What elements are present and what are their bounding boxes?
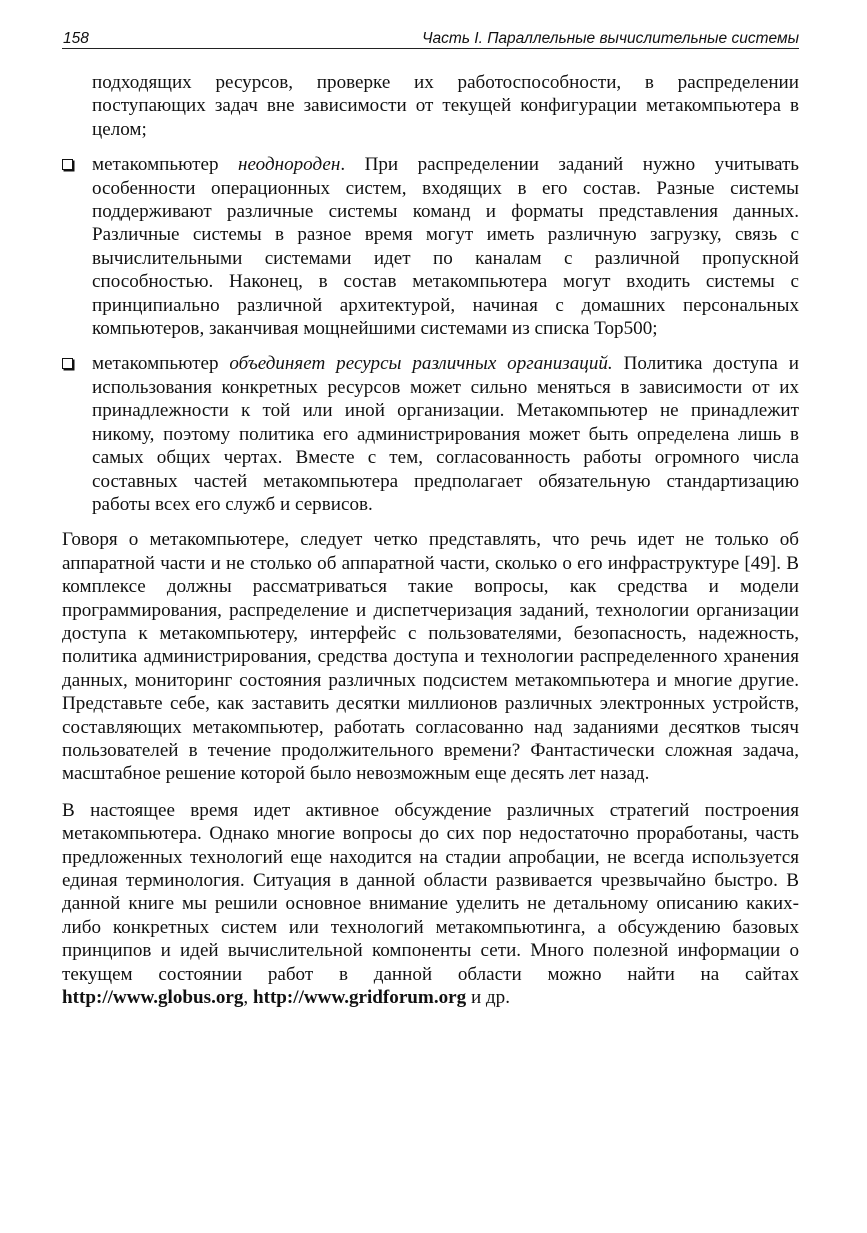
running-header	[62, 26, 799, 49]
page-body	[62, 71, 799, 1009]
list-item-text: . При распределении заданий нужно учитывать особенности операционных систем, входящих в его состав. Разные системы поддерживают различные системы команд и форматы представления данных. Различные системы в разное время могут иметь различную загрузку, связь с вычислительными системами идет по каналам с различной пропускной способностью. Наконец, в состав метакомпьютера могут входить системы с принципиально различной архитектурой, начиная с домашних персональных компьютеров, заканчивая мощнейшими системами из списка Top500;	[92, 154, 799, 340]
list-item	[92, 153, 799, 340]
checkbox-bullet-icon	[62, 358, 73, 369]
list-item-text: Политика доступа и использования конкретных ресурсов может сильно меняться в зависимости от их принадлежности к той или иной организации. Метакомпьютер не принадлежит никому, поэтому политика его администрирования может быть определена лишь в самых общих чертах. Вместе с тем, согласованность работы огромного числа составных частей метакомпьютера предполагает обязательную стандартизацию работы всех его служб и сервисов.	[92, 353, 800, 515]
paragraph	[62, 799, 799, 1010]
link-separator: ,	[243, 987, 253, 1009]
list-item	[92, 352, 799, 516]
paragraph-tail: и др.	[466, 987, 510, 1009]
link-globus[interactable]: http://www.globus.org	[62, 987, 244, 1009]
list-item-continuation: подходящих ресурсов, проверке их работоспособности, в распределении поступающих задач вне зависимости от текущей конфигурации метакомпьютера в целом;	[92, 72, 799, 140]
chapter-title: Часть I. Параллельные вычислительные системы	[422, 30, 799, 47]
list-item-term: объединяет ресурсы различных организаций.	[229, 353, 613, 375]
book-page	[62, 26, 799, 1009]
link-gridforum[interactable]: http://www.gridforum.org	[252, 987, 467, 1009]
checkbox-bullet-icon	[62, 159, 73, 170]
list-item-term: неоднороден	[237, 154, 341, 176]
page-number: 158	[63, 30, 89, 47]
list-item-prefix: метакомпьютер	[92, 353, 230, 375]
list-item-prefix: метакомпьютер	[92, 154, 238, 176]
paragraph: Говоря о метакомпьютере, следует четко представлять, что речь идет не только об аппаратной части и не столько об аппаратной части, сколько о его инфраструктуре [49]. В комплексе должны рассматриваться такие вопросы, как средства и модели программирования, распределение и диспетчеризация заданий, технологии организации доступа к метакомпьютеру, интерфейс с пользователями, безопасность, надежность, политика администрирования, средства доступа и технологии распределенного хранения данных, мониторинг состояния различных подсистем метакомпьютера и многие другие. Представьте себе, как заставить десятки миллионов различных электронных устройств, составляющих метакомпьютер, работать согласованно над заданиями десятков тысяч пользователей в течение продолжительного времени? Фантастически сложная задача, масштабное решение которой было невозможным еще десять лет назад.	[62, 529, 799, 785]
paragraph-text: В настоящее время идет активное обсуждение различных стратегий построения метакомпьютера. Однако многие вопросы до сих пор недостаточно проработаны, часть предложенных технологий еще находится на стадии апробации, не всегда используется единая терминология. Ситуация в данной области развивается чрезвычайно быстро. В данной книге мы решили основное внимание уделить не детальному описанию каких-либо конкретных систем или технологий метакомпьютинга, а обсуждению базовых принципов и идей вычислительной компоненты сети. Много полезной информации о текущем состоянии работ в данной области можно найти на сайтах	[62, 799, 799, 985]
